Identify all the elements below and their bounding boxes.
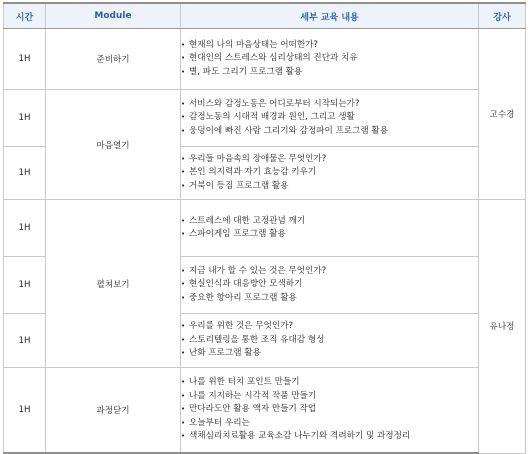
detail-cell	[181, 200, 479, 257]
detail-text: 스토리텔링을 통한 조직 유대감 형성	[189, 334, 325, 345]
bullet-icon: •	[181, 181, 186, 190]
detail-text: 오늘부터 우리는	[189, 417, 250, 428]
detail-text: 본인 의지력과 자기 효능감 키우기	[189, 167, 317, 178]
header-time: 시간	[4, 3, 46, 29]
detail-text: 별, 파도 그리기 프로그램 활용	[189, 66, 303, 77]
detail-text: 거북이 등짐 프로그램 활용	[189, 180, 289, 191]
bullet-icon: •	[181, 154, 186, 163]
detail-text: 웅덩이에 빠진 사람 그리기와 감정파이 프로그램 활용	[189, 125, 389, 136]
header-instructor: 강사	[479, 3, 526, 29]
time-cell: 1H	[4, 368, 46, 454]
bullet-icon: •	[181, 230, 186, 238]
detail-cell	[181, 314, 479, 368]
list-item	[181, 125, 478, 139]
detail-text: 색채심리치료활용 교육소감 나누기와 격려하기 및 과정정리	[189, 431, 411, 442]
table-row	[4, 29, 526, 90]
list-item	[181, 180, 478, 194]
bullet-icon: •	[181, 99, 186, 108]
detail-cell	[181, 257, 479, 314]
time-cell: 1H	[4, 257, 46, 314]
detail-text: 만다라도안 활용 액자 만들기 작업	[189, 404, 317, 415]
detail-cell	[181, 147, 479, 200]
detail-text: 스파이게임 프로그램 활용	[189, 229, 286, 239]
bullet-icon: •	[181, 266, 186, 275]
bullet-icon: •	[181, 418, 186, 427]
bullet-icon: •	[181, 335, 186, 344]
list-item	[181, 52, 478, 66]
detail-list	[181, 153, 478, 194]
list-item	[181, 98, 478, 112]
bullet-icon: •	[181, 349, 186, 358]
list-item	[181, 320, 478, 334]
list-item	[181, 347, 478, 361]
header-detail: 세부 교육 내용	[181, 3, 479, 29]
time-cell: 1H	[4, 147, 46, 200]
list-item	[181, 153, 478, 167]
bullet-icon: •	[181, 391, 186, 400]
list-item	[181, 390, 478, 404]
module-cell-unfold: 펼쳐보기	[46, 200, 181, 368]
table-header-row	[4, 3, 526, 29]
detail-list	[181, 265, 478, 306]
bullet-icon: •	[181, 216, 186, 225]
table-row	[4, 90, 526, 147]
list-item	[181, 334, 478, 348]
list-item	[181, 39, 478, 53]
table-row	[4, 368, 526, 454]
bullet-icon: •	[181, 280, 186, 289]
detail-list	[181, 320, 478, 361]
bullet-icon: •	[181, 40, 186, 49]
detail-text: 중요한 항아리 프로그램 활용	[189, 292, 297, 303]
module-cell-prepare: 준비하기	[46, 29, 181, 90]
detail-text: 나를 지지하는 시각적 작품 만들기	[189, 390, 317, 401]
detail-text: 난화 프로그램 활용	[189, 348, 261, 359]
detail-text: 나를 위한 터치 포인트 만들기	[189, 377, 300, 388]
bullet-icon: •	[181, 293, 186, 302]
detail-list	[181, 39, 478, 80]
detail-text: 스트레스에 대한 고정관념 깨기	[189, 215, 306, 226]
detail-text: 우리들 마음속의 장애물은 무엇인가?	[189, 153, 327, 164]
detail-text: 감정노동의 시대적 배경과 원인, 그리고 생활	[189, 112, 355, 123]
curriculum-table	[3, 2, 526, 454]
module-cell-open-mind: 마음열기	[46, 90, 181, 200]
list-item	[181, 376, 478, 390]
bullet-icon: •	[181, 113, 186, 122]
list-item	[181, 166, 478, 180]
bullet-icon: •	[181, 67, 186, 76]
list-item	[181, 215, 478, 229]
header-module: Module	[46, 3, 181, 29]
detail-text: 현재의 나의 마음상태는 어떠한가?	[189, 39, 318, 50]
bullet-icon: •	[181, 126, 186, 135]
detail-text: 현실인식과 대응방안 모색하기	[189, 279, 303, 290]
list-item	[181, 278, 478, 292]
detail-text: 현대인의 스트레스와 심리상태의 진단과 치유	[189, 53, 358, 64]
bullet-icon: •	[181, 405, 186, 414]
instructor-cell-1: 고수경	[479, 29, 526, 200]
time-cell: 1H	[4, 29, 46, 90]
list-item	[181, 66, 478, 80]
table-row	[4, 200, 526, 257]
list-item	[181, 111, 478, 125]
instructor-cell-2: 유나정	[479, 200, 526, 454]
detail-text: 우리를 위한 것은 무엇인가?	[189, 321, 294, 332]
bullet-icon: •	[181, 168, 186, 177]
list-item	[181, 292, 478, 306]
module-cell-close: 과정닫기	[46, 368, 181, 454]
detail-cell	[181, 90, 479, 147]
time-cell: 1H	[4, 314, 46, 368]
detail-list	[181, 215, 478, 242]
time-cell: 1H	[4, 90, 46, 147]
list-item	[181, 265, 478, 279]
bullet-icon: •	[181, 322, 186, 331]
detail-cell	[181, 29, 479, 90]
list-item	[181, 417, 478, 431]
bullet-icon: •	[181, 432, 186, 441]
list-item	[181, 430, 478, 444]
detail-text: 지금 내가 할 수 있는 것은 무엇인가?	[189, 265, 327, 276]
list-item	[181, 403, 478, 417]
detail-text: 서비스와 감정노동은 어디로부터 시작되는가?	[189, 98, 360, 109]
bullet-icon: •	[181, 54, 186, 63]
list-item	[181, 228, 478, 242]
detail-cell	[181, 368, 479, 454]
detail-list	[181, 98, 478, 139]
time-cell: 1H	[4, 200, 46, 257]
bullet-icon: •	[181, 378, 186, 387]
